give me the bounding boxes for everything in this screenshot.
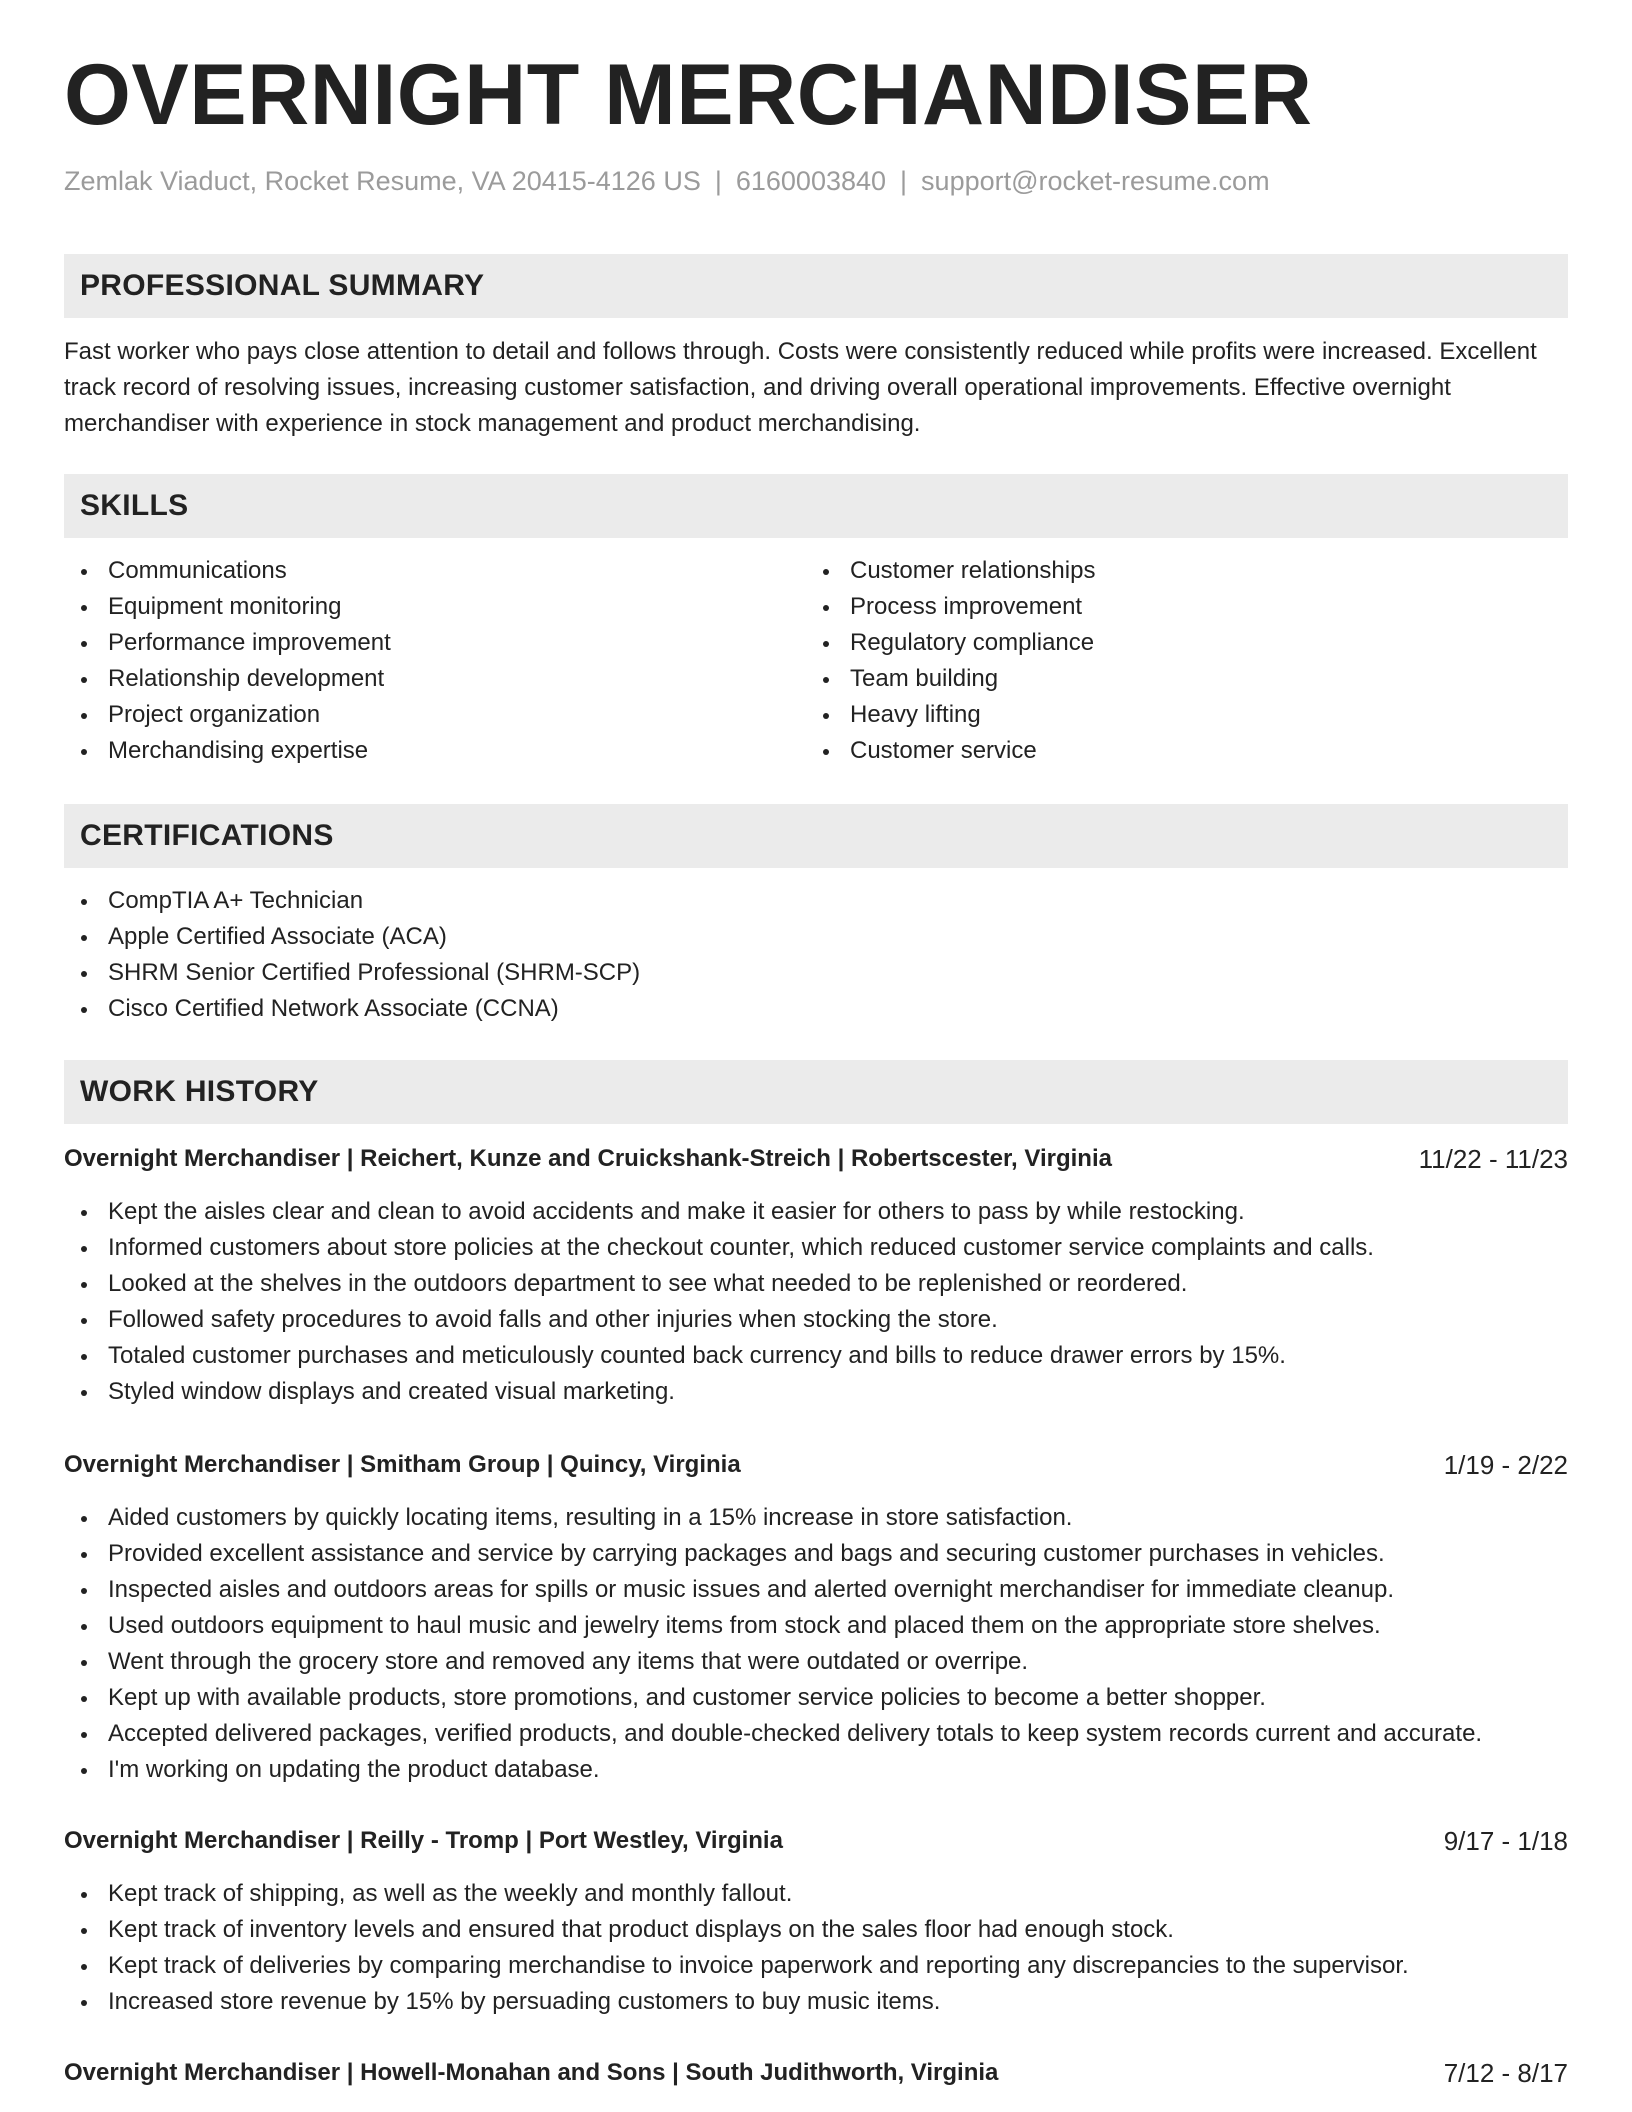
work-history-section-header <box>64 1060 1568 1124</box>
skill-item: Communications <box>64 553 391 589</box>
certifications-section-header <box>64 804 1568 868</box>
contact-address: Zemlak Viaduct, Rocket Resume, VA 20415-4126 US <box>64 166 701 196</box>
certifications-list <box>64 883 640 1027</box>
job-title: Overnight Merchandiser | Reichert, Kunze and Cruickshank-Streich | Robertscester, Virginia <box>64 1145 1112 1172</box>
job-bullet: Went through the grocery store and removed any items that were outdated or overripe. <box>64 1644 1482 1680</box>
job-bullet: Kept track of inventory levels and ensured that product displays on the sales floor had enough stock. <box>64 1912 1409 1948</box>
skill-item: Project organization <box>64 697 391 733</box>
job-dates: 7/12 - 8/17 <box>1443 2058 1568 2088</box>
certification-item: Cisco Certified Network Associate (CCNA) <box>64 991 640 1027</box>
skill-item: Customer relationships <box>806 553 1095 589</box>
job-bullet: Accepted delivered packages, verified products, and double-checked delivery totals to keep system records current and accurate. <box>64 1716 1482 1752</box>
job-bullet: I'm working on updating the product database. <box>64 1752 1482 1788</box>
skill-item: Customer service <box>806 733 1095 769</box>
certifications-heading: CERTIFICATIONS <box>80 819 334 852</box>
job-bullet: Used outdoors equipment to haul music and jewelry items from stock and placed them on the appropriate store shelves. <box>64 1608 1482 1644</box>
skill-item: Team building <box>806 661 1095 697</box>
job-bullets <box>64 1876 1409 2020</box>
job-bullets <box>64 1194 1374 1410</box>
skills-section-header <box>64 474 1568 538</box>
resume-name: OVERNIGHT MERCHANDISER <box>64 47 1313 143</box>
job-bullet: Kept up with available products, store promotions, and customer service policies to become a better shopper. <box>64 1680 1482 1716</box>
job-bullet: Totaled customer purchases and meticulously counted back currency and bills to reduce drawer errors by 15%. <box>64 1338 1374 1374</box>
job-bullet: Inspected aisles and outdoors areas for spills or music issues and alerted overnight merchandiser for immediate cleanup. <box>64 1572 1482 1608</box>
job-bullet: Looked at the shelves in the outdoors department to see what needed to be replenished or reordered. <box>64 1266 1374 1302</box>
job-bullets <box>64 1500 1482 1788</box>
job-bullet: Followed safety procedures to avoid falls and other injuries when stocking the store. <box>64 1302 1374 1338</box>
job-bullet: Kept the aisles clear and clean to avoid accidents and make it easier for others to pass by while restocking. <box>64 1194 1374 1230</box>
contact-separator: | <box>900 166 908 196</box>
job-title: Overnight Merchandiser | Howell-Monahan and Sons | South Judithworth, Virginia <box>64 2059 999 2086</box>
skill-item: Performance improvement <box>64 625 391 661</box>
job-bullet: Informed customers about store policies at the checkout counter, which reduced customer service complaints and calls. <box>64 1230 1374 1266</box>
skills-list-right <box>806 553 1095 769</box>
job-bullet: Provided excellent assistance and service by carrying packages and bags and securing customer purchases in vehicles. <box>64 1536 1482 1572</box>
job-bullet: Kept track of shipping, as well as the weekly and monthly fallout. <box>64 1876 1409 1912</box>
skill-item: Equipment monitoring <box>64 589 391 625</box>
contact-line <box>64 168 1270 195</box>
skill-item: Regulatory compliance <box>806 625 1095 661</box>
summary-text: Fast worker who pays close attention to detail and follows through. Costs were consistently reduced while profits were increased. Excellent track record of resolving issues, increasing customer satisfaction, and driving overall operational improvements. Effective overnight merchandiser with experience in stock management and product merchandising. <box>64 338 1537 437</box>
skill-item: Relationship development <box>64 661 391 697</box>
summary-section-header <box>64 254 1568 318</box>
skill-item: Heavy lifting <box>806 697 1095 733</box>
contact-phone: 6160003840 <box>735 166 887 196</box>
contact-separator: | <box>714 166 722 196</box>
contact-email: support@rocket-resume.com <box>921 166 1270 196</box>
job-dates: 1/19 - 2/22 <box>1443 1450 1568 1480</box>
work-history-heading: WORK HISTORY <box>80 1075 319 1108</box>
summary-heading: PROFESSIONAL SUMMARY <box>80 269 485 302</box>
job-bullet: Aided customers by quickly locating items, resulting in a 15% increase in store satisfaction. <box>64 1500 1482 1536</box>
skill-item: Merchandising expertise <box>64 733 391 769</box>
skill-item: Process improvement <box>806 589 1095 625</box>
job-dates: 9/17 - 1/18 <box>1443 1826 1568 1856</box>
certification-item: CompTIA A+ Technician <box>64 883 640 919</box>
job-dates: 11/22 - 11/23 <box>1418 1144 1568 1174</box>
job-bullet: Styled window displays and created visual marketing. <box>64 1374 1374 1410</box>
job-bullet: Increased store revenue by 15% by persuading customers to buy music items. <box>64 1984 1409 2020</box>
job-bullet: Kept track of deliveries by comparing merchandise to invoice paperwork and reporting any discrepancies to the supervisor. <box>64 1948 1409 1984</box>
certification-item: SHRM Senior Certified Professional (SHRM-SCP) <box>64 955 640 991</box>
job-title: Overnight Merchandiser | Smitham Group | Quincy, Virginia <box>64 1451 741 1478</box>
skills-heading: SKILLS <box>80 489 189 522</box>
skills-list-left <box>64 553 391 769</box>
job-title: Overnight Merchandiser | Reilly - Tromp | Port Westley, Virginia <box>64 1827 783 1854</box>
certification-item: Apple Certified Associate (ACA) <box>64 919 640 955</box>
